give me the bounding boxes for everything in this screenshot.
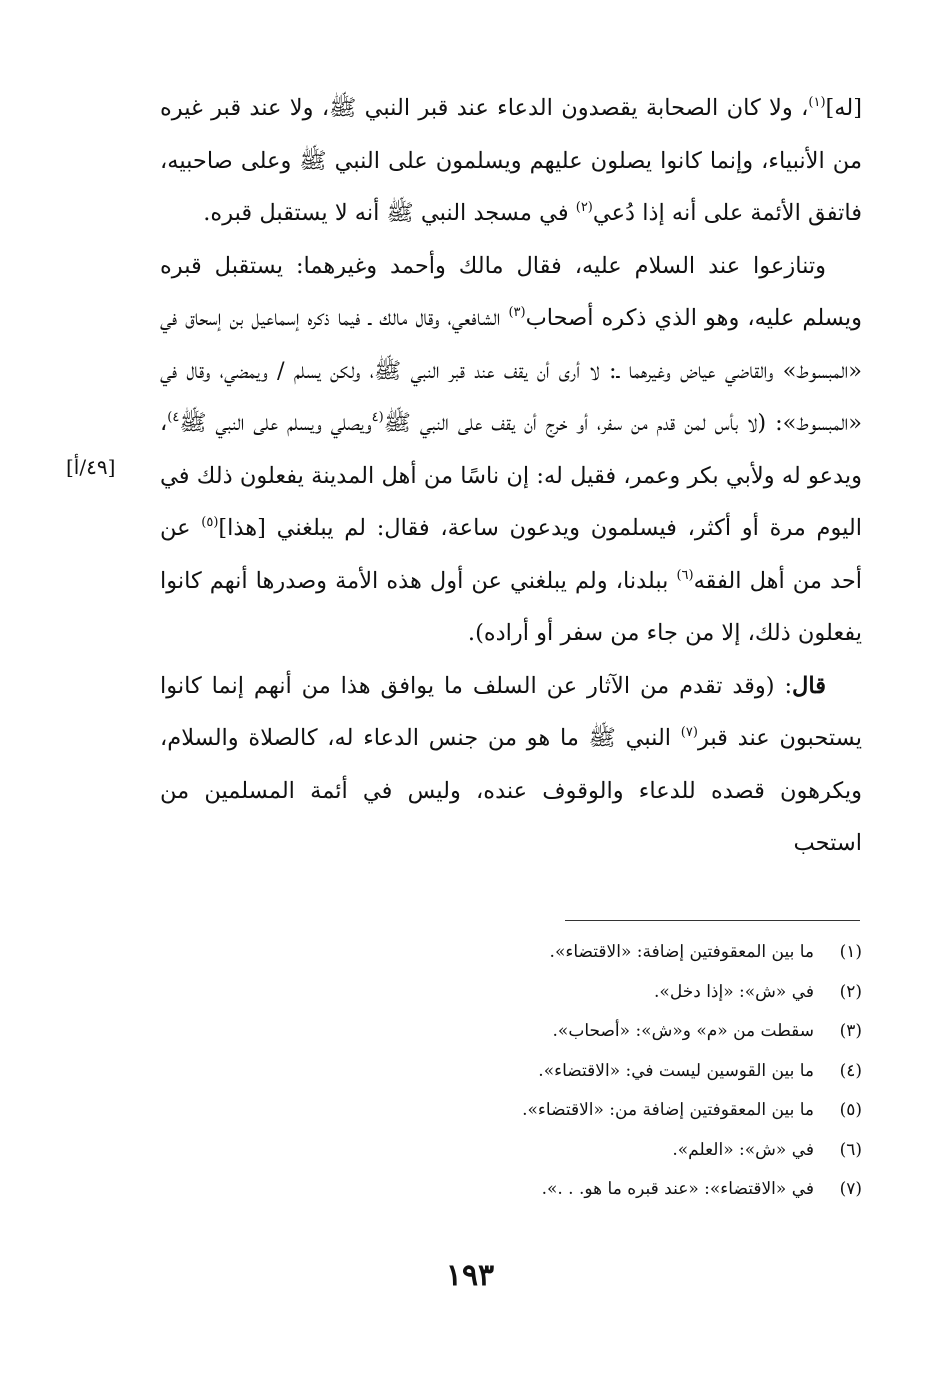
- footnote-text: في «ش»: «إذا دخل».: [654, 981, 814, 1002]
- text-run: عن أحد من أهل الفقه: [160, 515, 862, 594]
- text-run: ، ولا كان الصحابة يقصدون الدعاء عند قبر النبي ﷺ، ولا عند قبر غيره من الأنبياء، وإنما كانوا يصلون عليهم ويسلمون على النبي ﷺ وعلى صاحبيه، فاتفق الأئمة على أنه إذا دُعي: [160, 95, 862, 226]
- footnote-ref-4-open: (٤: [371, 410, 384, 425]
- footnote-item: [420, 1138, 862, 1178]
- footnote-ref-4-close: ٤): [167, 410, 180, 425]
- footnote-ref-6: (٦): [676, 567, 694, 583]
- footnote-number: (٧): [839, 1179, 862, 1199]
- qala-label: قال: [792, 672, 826, 699]
- footnote-number: (٥): [839, 1100, 862, 1120]
- footnote-number: (١): [839, 942, 862, 962]
- text-run: ويصلي ويسلم على النبي ﷺ: [179, 410, 372, 436]
- footnote-text: ما بين المعقوفتين إضافة: «الاقتضاء».: [549, 942, 814, 962]
- main-text-body: [160, 82, 862, 870]
- text-run: ببلدنا، ولم يبلغني عن أول هذه الأمة وصدرها أنهم كانوا يفعلون ذلك، إلا من جاء من سفر أو أراده).: [160, 567, 862, 646]
- text-run: الشافعي، وقال مالك ـ فيما ذكره إسماعيل بن إسحاق في «المبسوط» والقاضي عياض وغيرهما ـ: لا أرى أن يقف عند قبر النبي ﷺ، ولكن يسلم / ويمضي، وقال في «المبسوط»: (لا بأس لمن قدم من سفر، أو خرج أن يقف على النبي ﷺ: [160, 305, 862, 436]
- paragraph-3: [160, 660, 862, 870]
- paragraph-2: [160, 240, 862, 660]
- footnote-text: سقطت من «م» و«ش»: «أصحاب».: [552, 1021, 814, 1041]
- footnote-item: [420, 940, 862, 980]
- footnote-ref-3: (٣): [508, 305, 526, 320]
- footnote-text: في «ش»: «العلم».: [672, 1139, 814, 1160]
- text-run: [له]: [825, 95, 862, 121]
- text-run: في مسجد النبي ﷺ أنه لا يستقبل قبره.: [203, 200, 576, 226]
- footnote-number: (٦): [839, 1139, 862, 1160]
- footnote-number: (٣): [839, 1021, 862, 1041]
- footnote-ref-2: (٢): [575, 200, 593, 215]
- footnote-item: [420, 1177, 862, 1217]
- footnote-divider: [565, 920, 860, 921]
- footnote-item: [420, 1098, 862, 1138]
- footnote-item: [420, 980, 862, 1020]
- footnote-number: (٤): [839, 1060, 862, 1081]
- footnote-text: ما بين المعقوفتين إضافة من: «الاقتضاء».: [522, 1100, 814, 1120]
- footnote-text: ما بين القوسين ليست في: «الاقتضاء».: [538, 1060, 814, 1081]
- text-run: : (وقد تقدم من الآثار عن السلف ما يوافق هذا من أنهم إنما كانوا يستحبون عند قبر: [160, 672, 862, 751]
- paragraph-1: [160, 82, 862, 240]
- footnote-number: (٢): [839, 981, 862, 1002]
- footnote-text: في «الاقتضاء»: «عند قبره ما هو. . .».: [541, 1179, 814, 1199]
- footnote-ref-1: (١): [808, 95, 826, 110]
- footnotes-section: [420, 940, 862, 1217]
- text-run: وتنازعوا عند السلام عليه، فقال مالك وأحمد وغيرهما: يستقبل قبره ويسلم عليه، وهو الذي ذكره أصحاب: [160, 252, 863, 331]
- footnote-item: [420, 1059, 862, 1099]
- footnote-ref-5: (٥): [201, 515, 219, 530]
- text-run: النبي ﷺ ما هو من جنس الدعاء له، كالصلاة والسلام، ويكرهون قصده للدعاء والوقوف عنده، وليس في أئمة المسلمين من استحب: [160, 725, 862, 856]
- text-run: ، ويدعو له ولأبي بكر وعمر، فقيل له: إن ناسًا من أهل المدينة يفعلون ذلك في اليوم مرة أو أكثر، فيسلمون ويدعون ساعة، فقال: لم يبلغني [هذا]: [160, 410, 862, 541]
- footnote-item: [420, 1019, 862, 1059]
- page-number: ١٩٣: [445, 1258, 495, 1293]
- footnote-ref-7: (٧): [680, 725, 698, 740]
- manuscript-folio-marker: [٤٩/أ]: [66, 455, 116, 479]
